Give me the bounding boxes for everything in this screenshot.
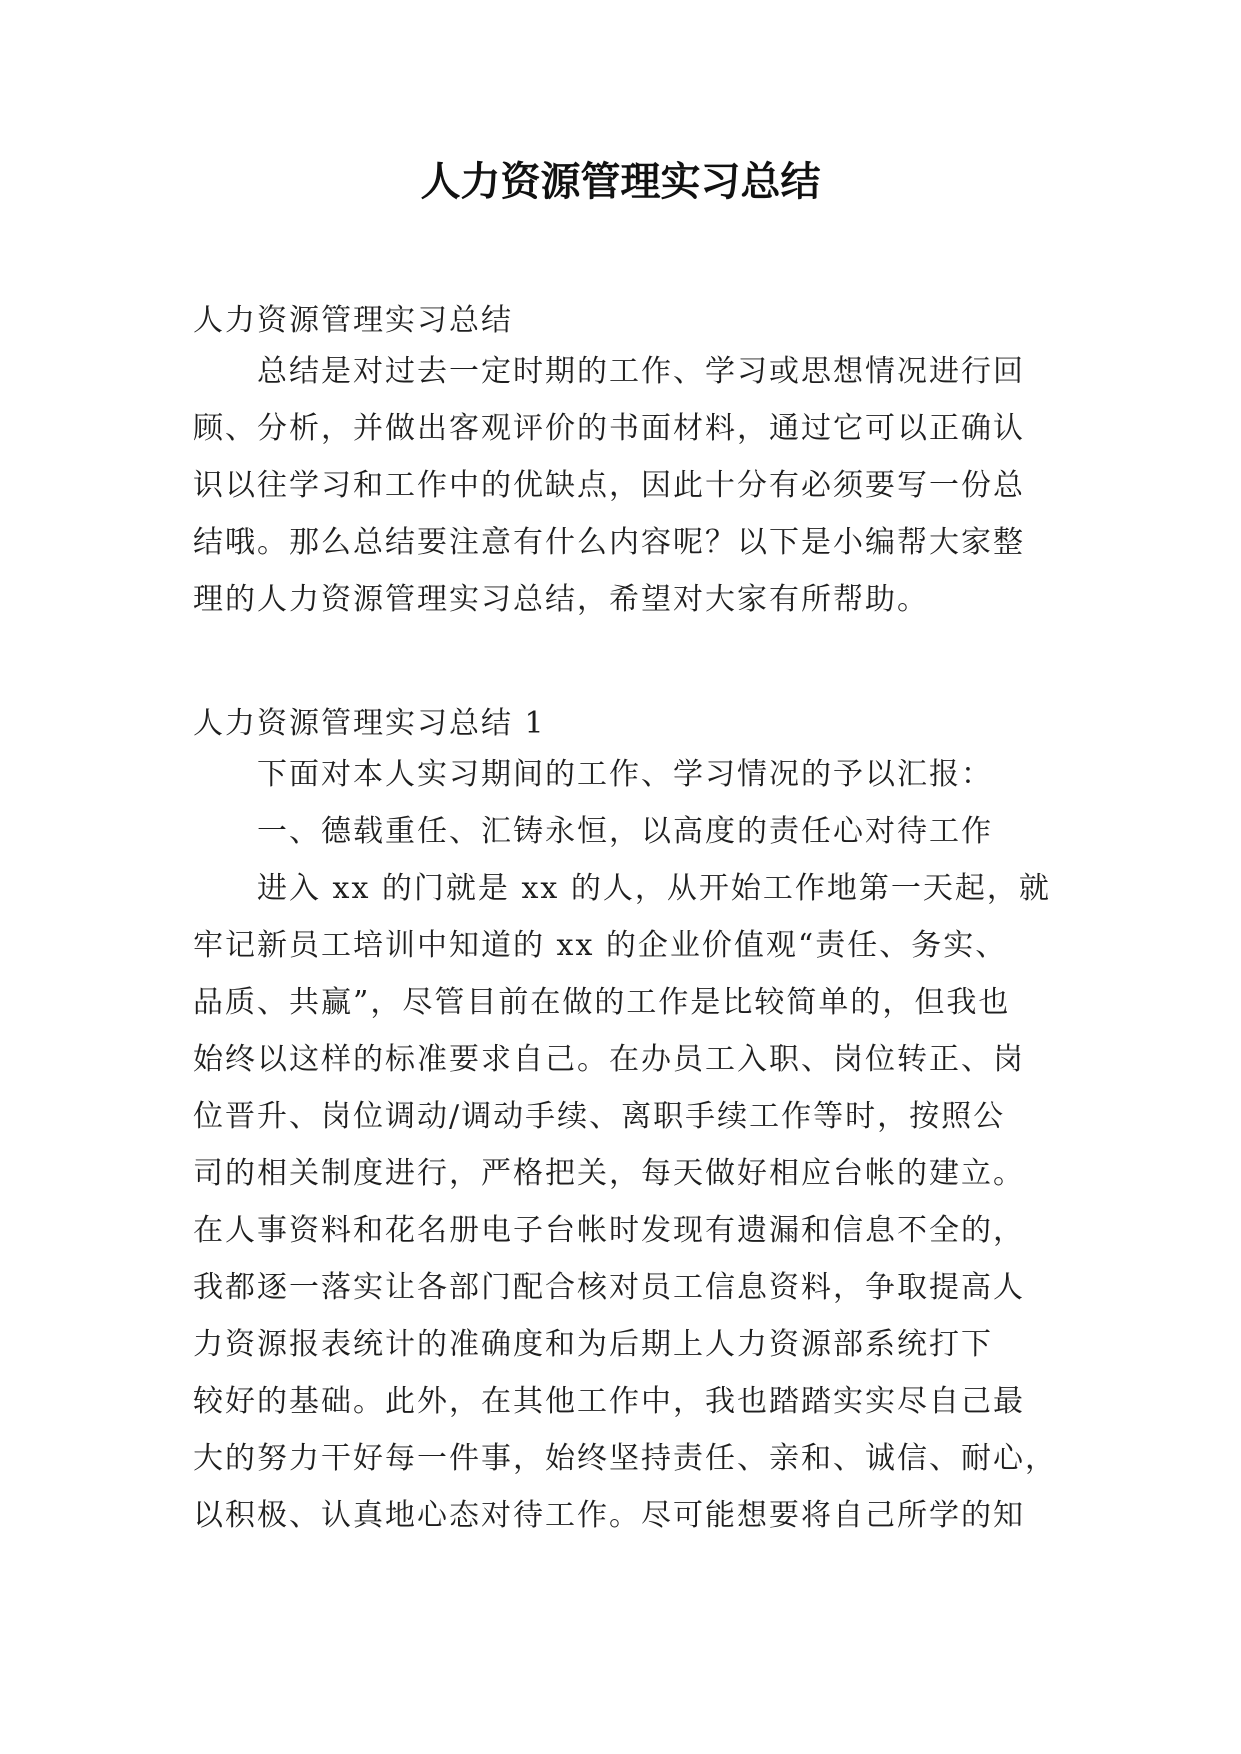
body-line: 进入 xx 的门就是 xx 的人，从开始工作地第一天起，就	[257, 871, 1051, 906]
body-line: 在人事资料和花名册电子台帐时发现有遗漏和信息不全的，	[193, 1213, 1025, 1248]
body-line: 大的努力干好每一件事，始终坚持责任、亲和、诚信、耐心，	[193, 1441, 1057, 1476]
body-line: 力资源报表统计的准确度和为后期上人力资源部系统打下	[193, 1327, 993, 1362]
body-line: 牢记新员工培训中知道的 xx 的企业价值观“责任、务实、	[193, 928, 1008, 963]
intro-paragraph	[193, 343, 1073, 628]
section-lead: 下面对本人实习期间的工作、学习情况的予以汇报：	[257, 757, 993, 792]
body-line: 司的相关制度进行，严格把关，每天做好相应台帐的建立。	[193, 1156, 1025, 1191]
intro-line: 结哦。那么总结要注意有什么内容呢？以下是小编帮大家整	[193, 525, 1025, 560]
body-line: 我都逐一落实让各部门配合核对员工信息资料，争取提高人	[193, 1270, 1025, 1305]
body-paragraph	[193, 860, 1073, 1544]
intro-line: 理的人力资源管理实习总结，希望对大家有所帮助。	[193, 582, 929, 617]
body-line: 始终以这样的标准要求自己。在办员工入职、岗位转正、岗	[193, 1042, 1025, 1077]
body-line: 位晋升、岗位调动/调动手续、离职手续工作等时，按照公	[193, 1099, 1006, 1134]
intro-line: 识以往学习和工作中的优缺点，因此十分有必须要写一份总	[193, 468, 1025, 503]
section-heading: 人力资源管理实习总结 1	[193, 706, 546, 741]
intro-line: 顾、分析，并做出客观评价的书面材料，通过它可以正确认	[193, 411, 1025, 446]
body-line: 以积极、认真地心态对待工作。尽可能想要将自己所学的知	[193, 1498, 1025, 1533]
intro-line: 总结是对过去一定时期的工作、学习或思想情况进行回	[257, 354, 1025, 389]
section-subhead: 一、德载重任、汇铸永恒，以高度的责任心对待工作	[257, 814, 993, 849]
intro-heading: 人力资源管理实习总结	[193, 303, 513, 338]
document-title: 人力资源管理实习总结	[420, 158, 821, 205]
body-line: 较好的基础。此外，在其他工作中，我也踏踏实实尽自己最	[193, 1384, 1025, 1419]
body-line: 品质、共赢”，尽管目前在做的工作是比较简单的，但我也	[193, 985, 1011, 1020]
